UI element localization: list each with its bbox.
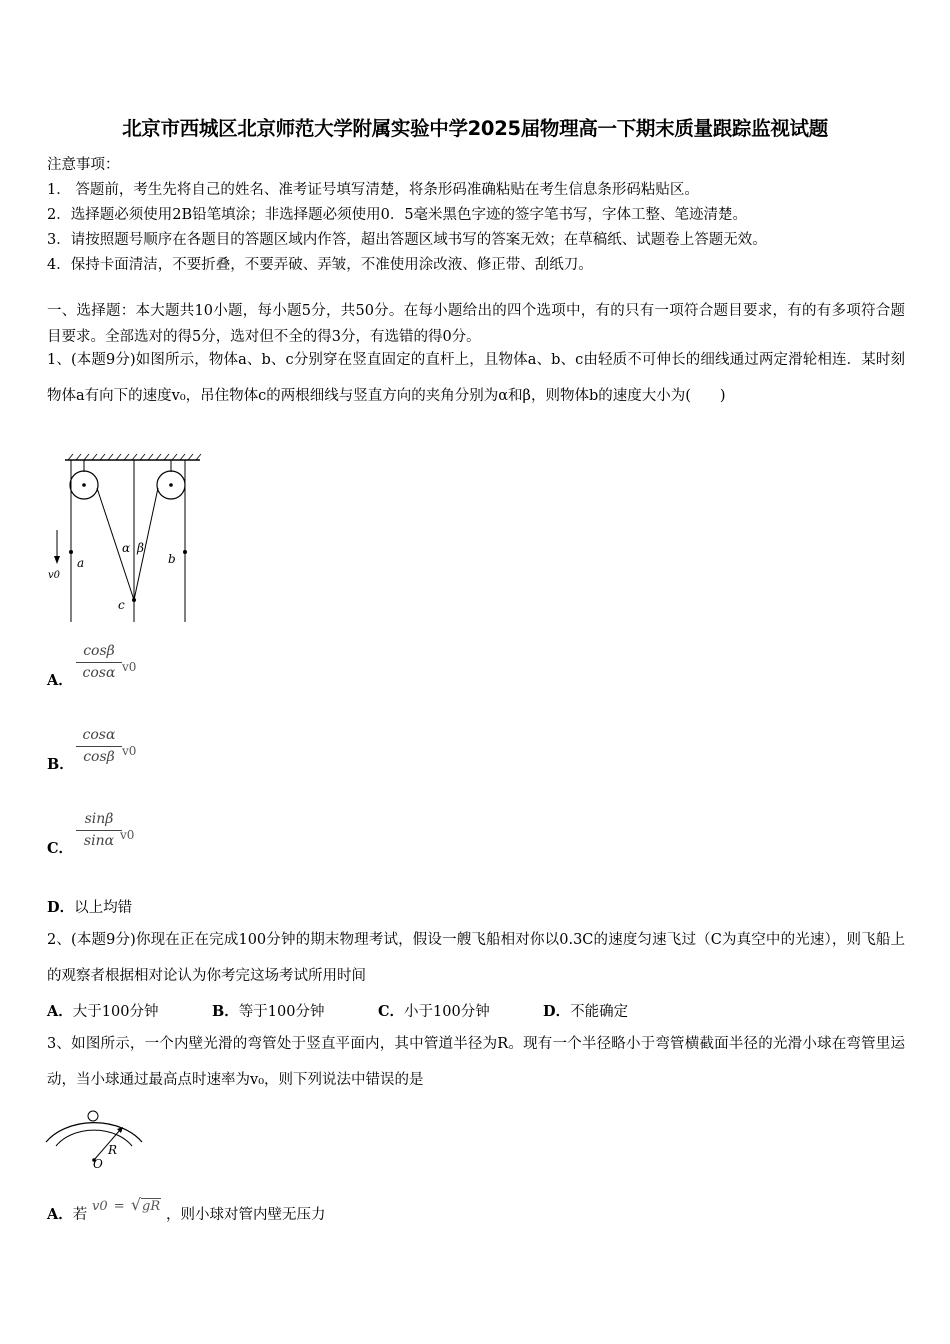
q1-option-d-label: D．	[47, 899, 75, 916]
question-3-text: 3、如图所示，一个内壁光滑的弯管处于竖直平面内，其中管道半径为R。现有一个半径略小于弯管横截面半径的光滑小球在弯管里运动，当小球通过最高点时速率为v₀，则下列说法中错误的是	[47, 1036, 905, 1088]
question-2-text: 2、(本题9分)你现在正在完成100分钟的期末物理考试，假设一艘飞船相对你以0.3C的速度匀速飞过（C为真空中的光速），则飞船上的观察者根据相对论认为你考完这场考试所用时间	[47, 932, 905, 984]
q1-option-c-denominator: sinα	[83, 833, 115, 849]
q1-option-c-numerator: sinβ	[84, 811, 114, 827]
q3-formula-rhs: gR	[142, 1199, 161, 1214]
q2-option-d-label: D．	[543, 1003, 571, 1020]
q1-option-b-fraction	[76, 727, 122, 765]
q2-option-b-text: 等于100分钟	[238, 1004, 325, 1020]
q1-option-c-v0: v0	[120, 828, 135, 842]
label-b: b	[168, 552, 176, 566]
q3-option-a-label: A．	[47, 1206, 73, 1223]
notice-item-4: 4．保持卡面清洁，不要折叠，不要弄破、弄皱，不准使用涂改液、修正带、刮纸刀。	[47, 257, 593, 273]
q2-option-d-text: 不能确定	[570, 1004, 629, 1020]
q1-pulley-figure	[40, 452, 210, 627]
q3-formula-lhs: v0	[92, 1199, 108, 1214]
q1-option-b-label[interactable]: B．	[47, 756, 74, 773]
q1-option-a-fraction	[76, 643, 122, 681]
section-intro: 一、选择题：本大题共10小题，每小题5分，共50分。在每小题给出的四个选项中，有的只有一项符合题目要求，有的有多项符合题目要求。全部选对的得5分，选对但不全的得3分，有选错的得0分。	[47, 303, 905, 345]
label-c: c	[118, 598, 125, 612]
q3-option-a-suffix: ，则小球对管内壁无压力	[166, 1207, 326, 1223]
q1-option-a-v0: v0	[122, 660, 137, 674]
label-a: a	[77, 556, 85, 570]
q2-option-c-text: 小于100分钟	[404, 1004, 490, 1020]
question-1-text: 1、(本题9分)如图所示，物体a、b、c分别穿在竖直固定的直杆上，且物体a、b、c由轻质不可伸长的细线通过两定滑轮相连．某时刻物体a有向下的速度v₀，吊住物体c的两根细线与竖直方向的夹角分别为α和β，则物体b的速度大小为( )	[47, 352, 905, 404]
q1-option-c-label[interactable]: C．	[47, 840, 74, 857]
q2-option-b-label: B．	[212, 1003, 239, 1020]
q1-option-a-denominator: cosα	[82, 665, 116, 681]
q2-option-a-label: A．	[47, 1003, 73, 1020]
page-title: 北京市西城区北京师范大学附属实验中学2025届物理高一下期末质量跟踪监视试题	[122, 117, 828, 140]
q1-option-d-text: 以上均错	[74, 900, 133, 916]
q3-option-a-formula: v0 = √gR	[92, 1195, 161, 1214]
q1-option-d[interactable]	[47, 896, 132, 917]
q1-option-b-v0: v0	[122, 744, 137, 758]
notice-heading: 注意事项：	[47, 157, 120, 173]
label-v0: v0	[48, 570, 61, 581]
q3-formula-eq: =	[113, 1199, 125, 1214]
notice-item-3: 3．请按照题号顺序在各题目的答题区域内作答，超出答题区域书写的答案无效；在草稿纸、试题卷上答题无效。	[47, 232, 767, 248]
q1-option-a-label[interactable]: A．	[47, 672, 73, 689]
notice-item-1: 1． 答题前，考生先将自己的姓名、准考证号填写清楚，将条形码准确粘贴在考生信息条形码粘贴区。	[47, 182, 699, 198]
label-O: O	[93, 1157, 103, 1171]
q1-option-b-denominator: cosβ	[83, 749, 115, 765]
label-beta: β	[137, 541, 144, 555]
label-alpha: α	[122, 541, 131, 555]
q3-tube-figure	[42, 1100, 147, 1175]
q3-option-a-prefix: 若	[72, 1207, 88, 1223]
notice-item-2: 2．选择题必须使用2B铅笔填涂；非选择题必须使用0．5毫米黑色字迹的签字笔书写，字体工整、笔迹清楚。	[47, 207, 748, 223]
q1-option-b-numerator: cosα	[82, 727, 116, 743]
q2-option-a-text: 大于100分钟	[72, 1004, 159, 1020]
label-R: R	[108, 1143, 118, 1157]
q2-option-b[interactable]	[212, 1000, 324, 1021]
q3-option-a[interactable]	[47, 1203, 87, 1224]
q2-option-c[interactable]	[378, 1000, 490, 1021]
q1-option-c-fraction	[76, 811, 122, 849]
q2-option-c-label: C．	[378, 1003, 405, 1020]
q2-option-d[interactable]	[543, 1000, 628, 1021]
q2-option-a[interactable]	[47, 1000, 158, 1021]
q1-option-a-numerator: cosβ	[83, 643, 115, 659]
